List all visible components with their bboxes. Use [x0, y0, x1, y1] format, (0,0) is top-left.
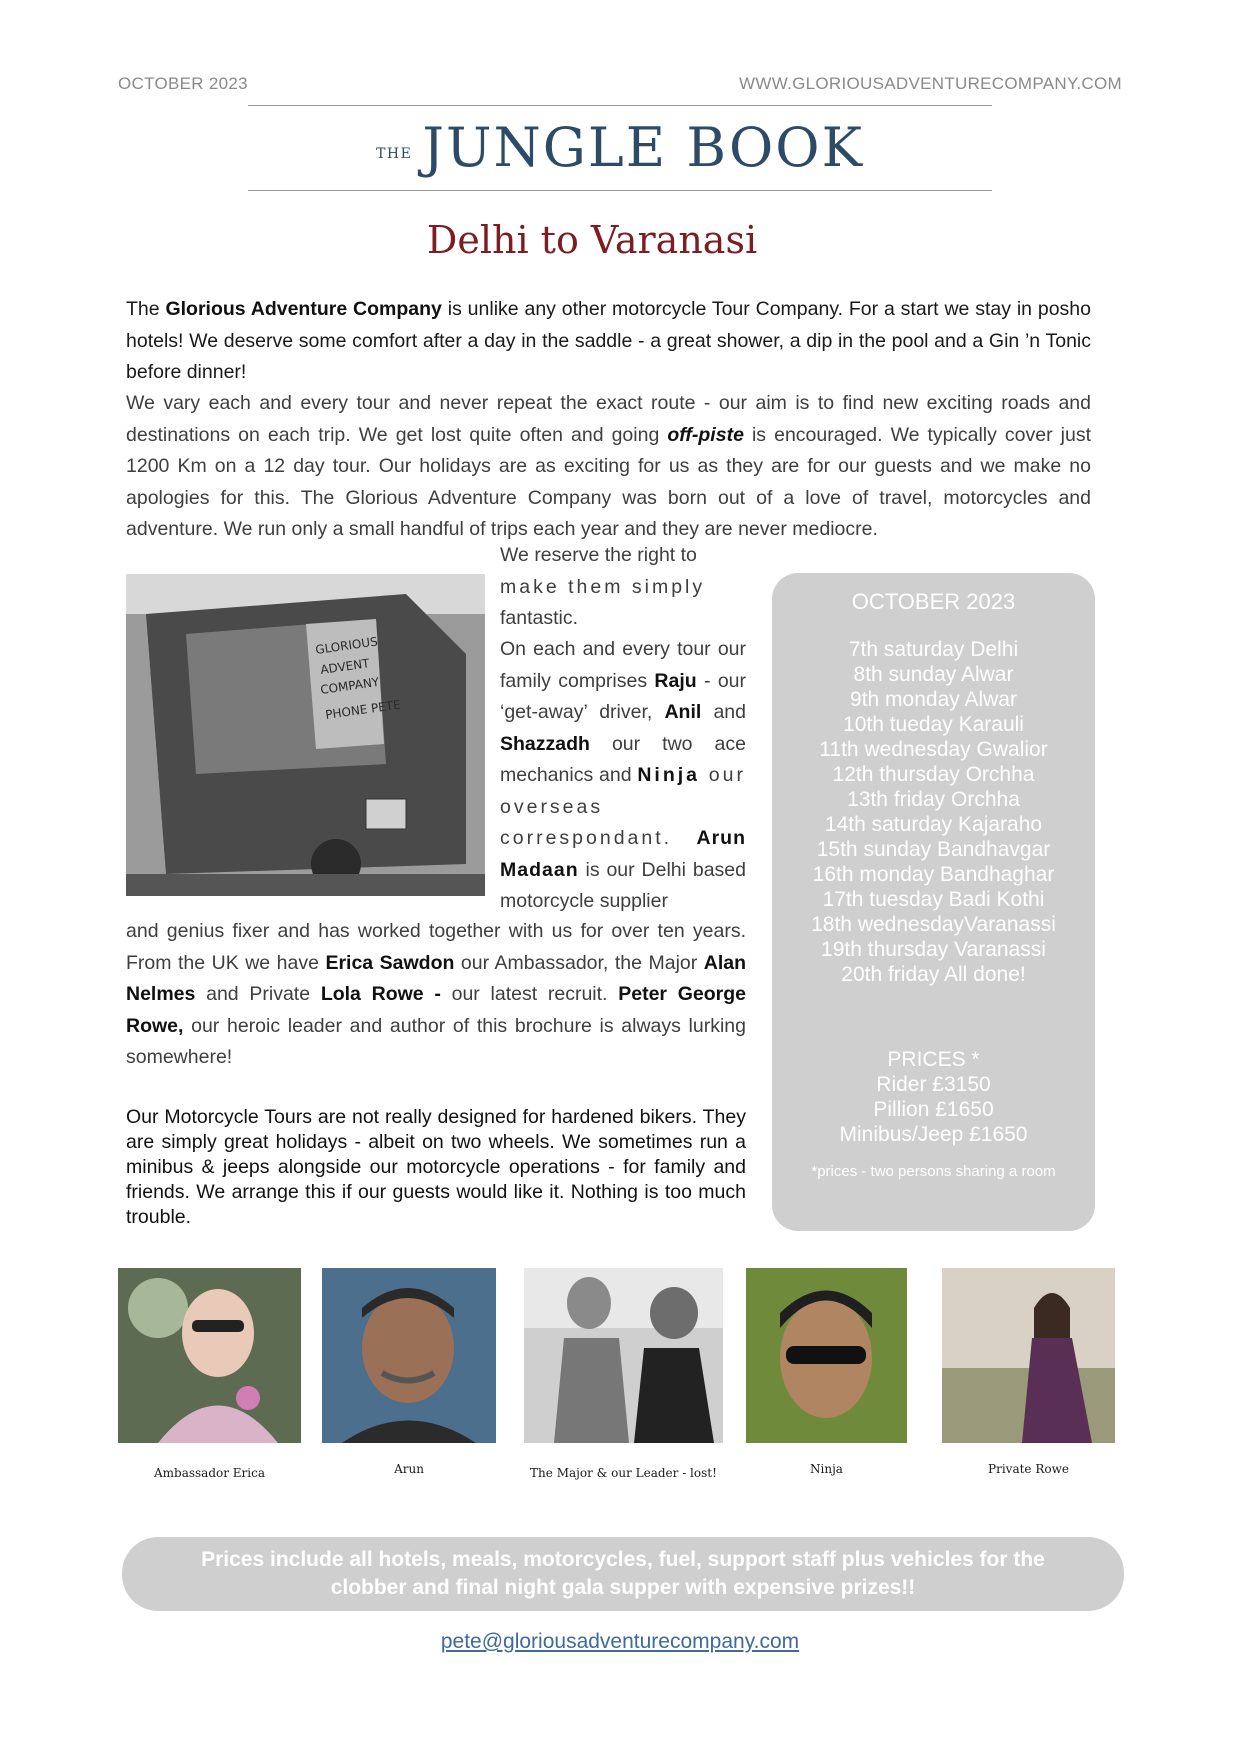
intro-paragraph-2 [126, 388, 1091, 546]
caption-private-rowe: Private Rowe [988, 1462, 1069, 1476]
caption-arun: Arun [394, 1462, 424, 1476]
company-name: Glorious Adventure Company [165, 298, 442, 320]
svg-text:PHONE PETE: PHONE PETE [324, 697, 402, 722]
team-col-paragraph [500, 634, 746, 918]
rickshaw-photo [126, 574, 485, 896]
photo-ninja [746, 1268, 907, 1443]
price-minibus: Minibus/Jeep £1650 [839, 1123, 1028, 1146]
itinerary-item: 7th saturday Delhi [848, 638, 1019, 661]
text: and [701, 701, 746, 723]
text: is unlike any other motorcycle Tour Company. For a start we stay in posho hotels! We deserve some comfort after a day in the saddle - a great shower, a dip in the pool and a Gin ’n Tonic before dinner! [126, 298, 1092, 383]
itinerary-item: 16th monday Bandhaghar [812, 863, 1055, 886]
itinerary-item: 17th tuesday Badi Kothi [822, 888, 1045, 911]
intro-paragraph-1 [126, 294, 1091, 389]
name-alan: Alan Nelmes [126, 951, 747, 1005]
itinerary-item: 18th wednesdayVaranassi [811, 913, 1056, 936]
team-col-line-3: fantastic. [500, 607, 579, 629]
masthead-title: JUNGLE BOOK [422, 116, 864, 179]
itinerary-item: 19th thursday Varanassi [821, 938, 1046, 961]
photo-erica [118, 1268, 301, 1443]
itinerary-item: 14th saturday Kajaraho [824, 813, 1043, 836]
masthead-the: THE [376, 146, 413, 162]
team-col-line-2: make them simply [500, 576, 706, 598]
name-erica: Erica Sawdon [325, 951, 455, 974]
sidebar-title: OCTOBER 2023 [851, 589, 1016, 614]
text: our heroic leader and author of this brochure is always lurking somewhere! [126, 1014, 746, 1068]
itinerary-item: 20th friday All done! [841, 963, 1026, 986]
name-anil: Anil [664, 701, 702, 723]
team-col-line-1: We reserve the right to [500, 544, 697, 566]
itinerary-item: 8th sunday Alwar [853, 663, 1014, 686]
itinerary-item: 10th tueday Karauli [843, 713, 1024, 736]
text: our two ace mechanics and [500, 732, 746, 786]
itinerary-item: 12th thursday Orchha [832, 763, 1035, 786]
price-rider: Rider £3150 [876, 1073, 991, 1096]
photo-major-leader [524, 1268, 723, 1443]
name-shazzadh: Shazzadh [500, 732, 590, 755]
caption-erica: Ambassador Erica [153, 1466, 266, 1480]
itinerary-sidebar [772, 573, 1095, 1231]
text: and Private [195, 983, 321, 1005]
caption-ninja: Ninja [810, 1462, 843, 1476]
text: our Ambassador, the Major [454, 951, 704, 974]
website-url[interactable]: WWW.GLORIOUSADVENTURECOMPANY.COM [739, 74, 1122, 93]
off-piste-emphasis: off-piste [667, 423, 744, 446]
tours-paragraph: Our Motorcycle Tours are not really designed for hardened bikers. They are simply great holidays - albeit on two wheels. We sometimes run a minibus & jeeps alongside our motorcycle operations - for family and friends. We arrange this if our guests would like it. Nothing is too much trouble. [126, 1106, 746, 1228]
text: On each and every tour our family comprises [500, 638, 746, 692]
itinerary-item: 15th sunday Bandhavgar [816, 838, 1051, 861]
photo-private-rowe [942, 1268, 1115, 1443]
itinerary-item: 9th monday Alwar [850, 688, 1017, 711]
caption-major-leader: The Major & our Leader - lost! [530, 1466, 717, 1480]
name-peter: Peter George Rowe, [126, 983, 747, 1037]
name-ninja: Ninja [637, 764, 701, 786]
text: and genius fixer and has worked together with us for over ten years. From the UK we have [126, 920, 746, 974]
text: is our Delhi based motorcycle supplier [500, 858, 746, 912]
text: our latest recruit. [440, 983, 619, 1005]
masthead-bottom-rule [248, 190, 992, 191]
masthead-top-rule [248, 105, 992, 106]
text: - our ‘get-away’ driver, [500, 669, 746, 723]
photo-arun [322, 1268, 496, 1443]
issue-date: OCTOBER 2023 [118, 74, 248, 93]
name-arun: Arun Madaan [500, 827, 746, 881]
text: We vary each and every tour and never repeat the exact route - our aim is to find new exciting roads and destinations on each trip. We get lost quite often and going [126, 392, 1091, 446]
svg-text:ADVENT: ADVENT [319, 656, 371, 677]
contact-email-link[interactable]: pete@gloriousadventurecompany.com [440, 1630, 800, 1653]
prices-include-banner: Prices include all hotels, meals, motorcycles, fuel, support staff plus vehicles for the clobber and final night gala supper with expensive prizes!! [122, 1537, 1124, 1611]
svg-text:COMPANY: COMPANY [319, 674, 381, 697]
name-lola: Lola Rowe - [320, 983, 441, 1005]
text: is encouraged. We typically cover just 1200 Km on a 12 day tour. Our holidays are as exciting for us as they are for our guests and we make no apologies for this. The Glorious Adventure Company was born out of a love of travel, motorcycles and adventure. We run only a small handful of trips each year and they are never mediocre. [126, 423, 1092, 540]
itinerary-item: 13th friday Orchha [847, 788, 1020, 811]
name-raju: Raju [654, 669, 697, 692]
price-pillion: Pillion £1650 [873, 1098, 994, 1121]
svg-text:GLORIOUS: GLORIOUS [314, 634, 379, 657]
prices-title: PRICES * [887, 1048, 980, 1071]
masthead [248, 116, 992, 179]
itinerary-item: 11th wednesday Gwalior [819, 738, 1048, 761]
text: our overseas correspondant. [500, 764, 746, 849]
headline: Delhi to Varanasi [426, 218, 758, 262]
text: The [126, 298, 166, 320]
itinerary-list [772, 637, 1095, 987]
team-wrap-paragraph [126, 916, 746, 1074]
prices-note: *prices - two persons sharing a room [811, 1163, 1056, 1180]
